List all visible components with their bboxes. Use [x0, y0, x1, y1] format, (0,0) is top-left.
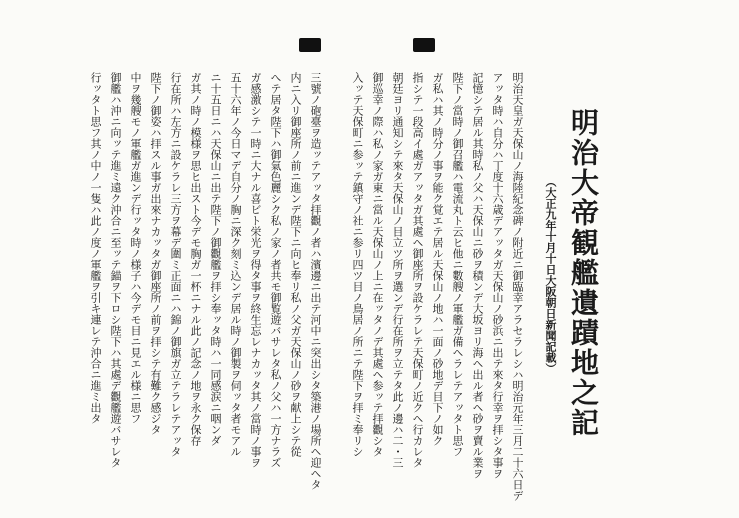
text-line: ニ十五日ニハ天保山ニ出テ陛下ノ御觀艦ヲ拝シ奉ッタ時ハ一同感涙ニ咽ンダ	[209, 72, 222, 446]
text-line: 五十六年ノ今日マデ自分ノ胸ニ深ク刻ミ込ンデ居ル時ノ御製ヲ伺ッタ者モアル	[229, 72, 242, 457]
text-line: 指シテ一段高イ處ガアッタガ其處ヘ御座所ヲ設ケラレテ天保町ノ近クヘ行カレタ	[411, 72, 424, 468]
text-line: 御艦ハ沖ニ向ッテ進ミ遠ク沖合ニ至ッテ錨ヲ下ロシ陛下ハ其處デ觀艦遊バサレタ	[109, 72, 122, 468]
text-line: ガ私ハ其ノ時分ノ事ヲ能ク覚エテ居ル天保山ノ地ハ一面ノ砂地デ目下ノ如ク	[431, 72, 444, 446]
text-line: 朝廷ヨリ通知シテ來タ天保山ノ目立ツ所ヲ選ンデ行在所ヲ立テタ此ノ邊ハ二・三	[391, 72, 404, 468]
text-line: 行ッタト思フ其ノ中ノ一隻ハ此ノ度ノ軍艦ヲ引キ連レテ沖合ニ進ミ出タ	[89, 72, 102, 424]
document-title: 明治大帝観艦遺蹟地之記	[567, 108, 600, 438]
text-line: 御巡幸ノ際ハ私ノ家ガ東ニ當ル天保山ノ上ニ在ッタノデ其處ヘ参ッテ拝觀シタ	[371, 72, 384, 457]
text-line: 行在所ハ左方ニ設ケラレ三方ヲ幕デ圍ミ正面ニハ錦ノ御旗ガ立テラレテアッタ	[169, 72, 182, 457]
text-line: へテ居タ陛下ハ御氣色麗シク私ノ家ノ者共モ御覧遊バサレタ私ノ父ハ一方ナラズ	[269, 72, 282, 468]
text-line: 明治天皇ガ天保山ノ海陸紀念碑ノ附近ニ御臨幸アラセラレシハ明治元年三月二十六日デ	[511, 72, 524, 501]
text-line: 中ヲ幾艘モノ軍艦ガ進ンデ行ッタ時ノ様子ハ今デモ目ニ見エル様ニ思フ	[129, 72, 142, 424]
text-line: 陛下ノ當時ノ御召艦ハ電流丸ト云ヒ他ニ數艘ノ軍艦ガ備ヘラレテアッタト思フ	[451, 72, 464, 457]
text-line: 入ッテ天保町ニ参ッテ鎮守ノ社ニ参リ四ツ目ノ鳥居ノ所ニテ陛下ヲ拝ミ奉リシ	[351, 72, 364, 457]
binding-hole-left	[299, 38, 321, 52]
binding-hole-right	[413, 38, 435, 52]
text-line: ガ其ノ時ノ模様ヲ思ヒ出スト今デモ胸ガ一杯ニナル此ノ記念ノ地ヲ永ク保存	[189, 72, 202, 446]
text-line: 三號ノ砲臺ヲ造ッテアッタ拝觀ノ者ハ濱邊ニ出テ河中ニ突出シタ築港ノ場所ヘ迎ヘタ	[309, 72, 322, 490]
body-text	[89, 72, 527, 501]
text-line: 陛下ノ御姿ハ拝スル事ガ出來ナカッタガ御座所ノ前ヲ拝シテ有難ク感ジタ	[149, 72, 162, 435]
column-gap	[325, 72, 347, 472]
document-subtitle: （大正九年十月十日大阪朝日新聞記載）	[544, 176, 557, 374]
text-line: アッタ時ハ自分ハ丁度十六歳デアッタガ天保山ノ砂浜ニ出テ來タ行幸ヲ拝シタ事ヲ	[491, 72, 504, 479]
text-line: ガ感激シテ一時ニ大ナル喜ビト栄光ヲ得タ事ヲ終生忘レナカッタ其ノ當時ノ事ヲ	[249, 72, 262, 468]
text-line: 内ニ入リ御座所ノ前ニ進ンデ陛下ニ向ヒ奉リ私ノ父ガ天保山ノ砂ヲ献上シテ從	[289, 72, 302, 457]
text-line: 記憶シテ居ル其時私ノ父ハ天保山ニ砂ヲ積ンデ大坂ヨリ海ヘ出ル者ヘ砂ヲ賣ル業ヲ	[471, 72, 484, 479]
